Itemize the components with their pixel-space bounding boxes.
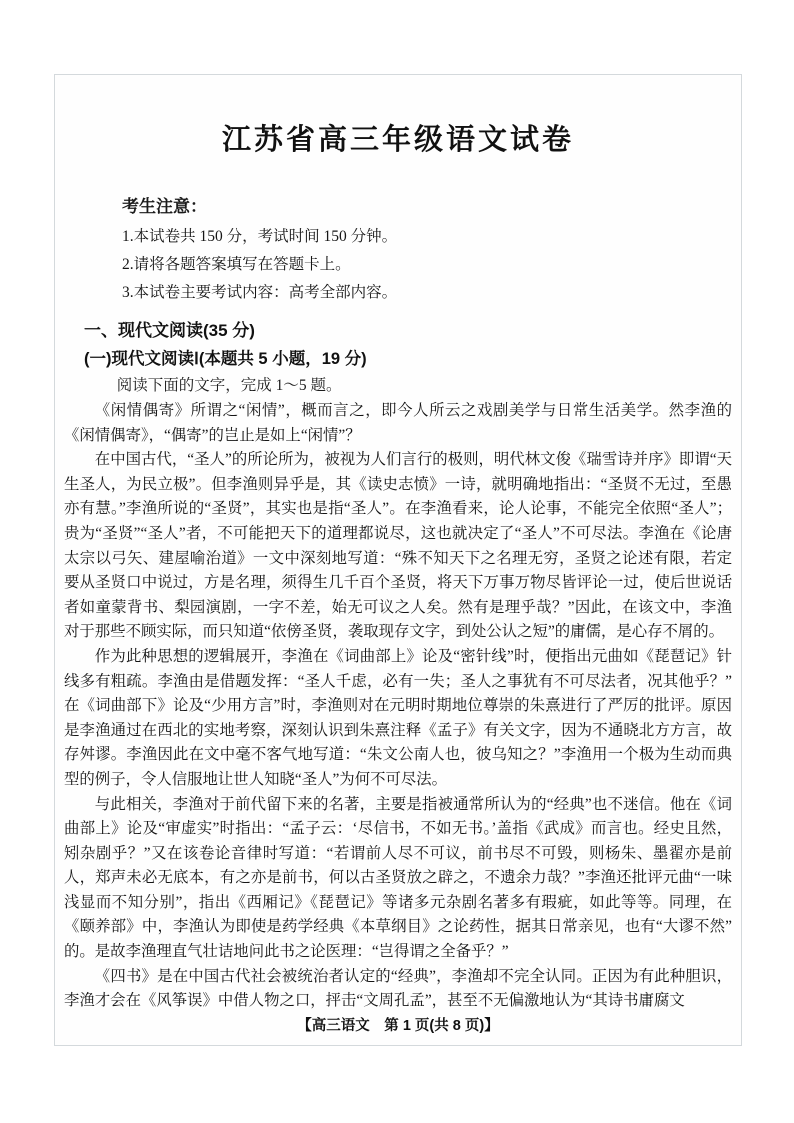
page-footer-pagination: 【高三语文 第 1 页(共 8 页)】 bbox=[297, 1018, 499, 1034]
exam-paper-page bbox=[54, 74, 742, 1046]
passage-paragraph: 《四书》是在中国古代社会被统治者认定的“经典”，李渔却不完全认同。正因为有此种胆识，李渔才会在《风筝误》中借人物之口，抨击“文周孔孟”，甚至不无偏激地认为“其诗书庸腐文 bbox=[64, 967, 732, 1010]
passage-paragraph: 在中国古代，“圣人”的所论所为，被视为人们言行的极则，明代林文俊《瑞雪诗并序》即谓“天生圣人，为民立极”。但李渔则异乎是，其《读史志愤》一诗，就明确地指出：“圣贤不无过，至愚亦有慧。”李渔所说的“圣贤”，其实也是指“圣人”。在李渔看来，论人论事，不能完全依照“圣人”；贵为“圣贤”“圣人”者，不可能把天下的道理都说尽，这也就决定了“圣人”不可尽法。李渔在《论唐太宗以弓矢、建屋喻治道》一文中深刻地写道：“殊不知天下之名理无穷，圣贤之论述有限，若定要从圣贤口中说过，方是名理，须得生几千百个圣贤，将天下万事万物尽皆评论一过，使后世说话者如童蒙背书、梨园演剧，一字不差，始无可议之人矣。然有是理乎哉？”因此，在该文中，李渔对于那些不顾实际，而只知道“依傍圣贤，袭取现存文字，到处公认之短”的庸儒，是心存不屑的。 bbox=[64, 451, 732, 641]
passage-paragraph: 《闲情偶寄》所谓之“闲情”，概而言之，即今人所云之戏剧美学与日常生活美学。然李渔的《闲情偶寄》，“偶寄”的岂止是如上“闲情”？ bbox=[64, 402, 732, 444]
section-subheading-reading-1: (一)现代文阅读Ⅰ(本题共 5 小题，19 分) bbox=[84, 350, 367, 368]
notice-heading: 考生注意： bbox=[122, 197, 207, 216]
notice-item: 1.本试卷共 150 分，考试时间 150 分钟。 bbox=[122, 228, 398, 245]
page-title: 江苏省高三年级语文试卷 bbox=[221, 124, 574, 156]
section-heading-modern-reading: 一、现代文阅读(35 分) bbox=[84, 321, 255, 340]
reading-passage bbox=[64, 399, 732, 1014]
reading-instruction: 阅读下面的文字，完成 1～5 题。 bbox=[116, 377, 342, 394]
notice-item: 2.请将各题答案填写在答题卡上。 bbox=[122, 256, 351, 273]
notice-item: 3.本试卷主要考试内容：高考全部内容。 bbox=[122, 284, 398, 301]
passage-paragraph: 与此相关，李渔对于前代留下来的名著，主要是指被通常所认为的“经典”也不迷信。他在《词曲部上》论及“审虚实”时指出：“孟子云：‘尽信书，不如无书。’盖指《武成》而言也。经史且然，矧杂剧乎？”又在该卷论音律时写道：“若谓前人尽不可议，前书尽不可毁，则杨朱、墨翟亦是前人，郑声未必无底本，有之亦是前书，何以古圣贤放之辟之，不遗余力哉？”李渔还批评元曲“一味浅显而不知分别”，指出《西厢记》《琵琶记》等诸多元杂剧名著多有瑕疵，如此等等。同理，在《颐养部》中，李渔认为即使是药学经典《本草纲目》之论药性，据其日常亲见，也有“大谬不然”的。是故李渔理直气壮诘地问此书之论医理：“岂得谓之全备乎？” bbox=[64, 795, 732, 961]
passage-paragraph: 作为此种思想的逻辑展开，李渔在《词曲部上》论及“密针线”时，便指出元曲如《琵琶记》针线多有粗疏。李渔由是借题发挥：“圣人千虑，必有一失；圣人之事犹有不可尽法者，况其他乎？”在《词曲部下》论及“少用方言”时，李渔则对在元明时期地位尊崇的朱熹进行了严厉的批评。原因是李渔通过在西北的实地考察，深刻认识到朱熹注释《孟子》有关文字，因为不通晓北方方言，故存舛谬。李渔因此在文中毫不客气地写道：“朱文公南人也，彼乌知之？”李渔用一个极为生动而典型的例子，令人信服地让世人知晓“圣人”为何不可尽法。 bbox=[64, 647, 732, 788]
section-headings bbox=[84, 317, 732, 373]
candidate-notice-block bbox=[122, 192, 732, 307]
